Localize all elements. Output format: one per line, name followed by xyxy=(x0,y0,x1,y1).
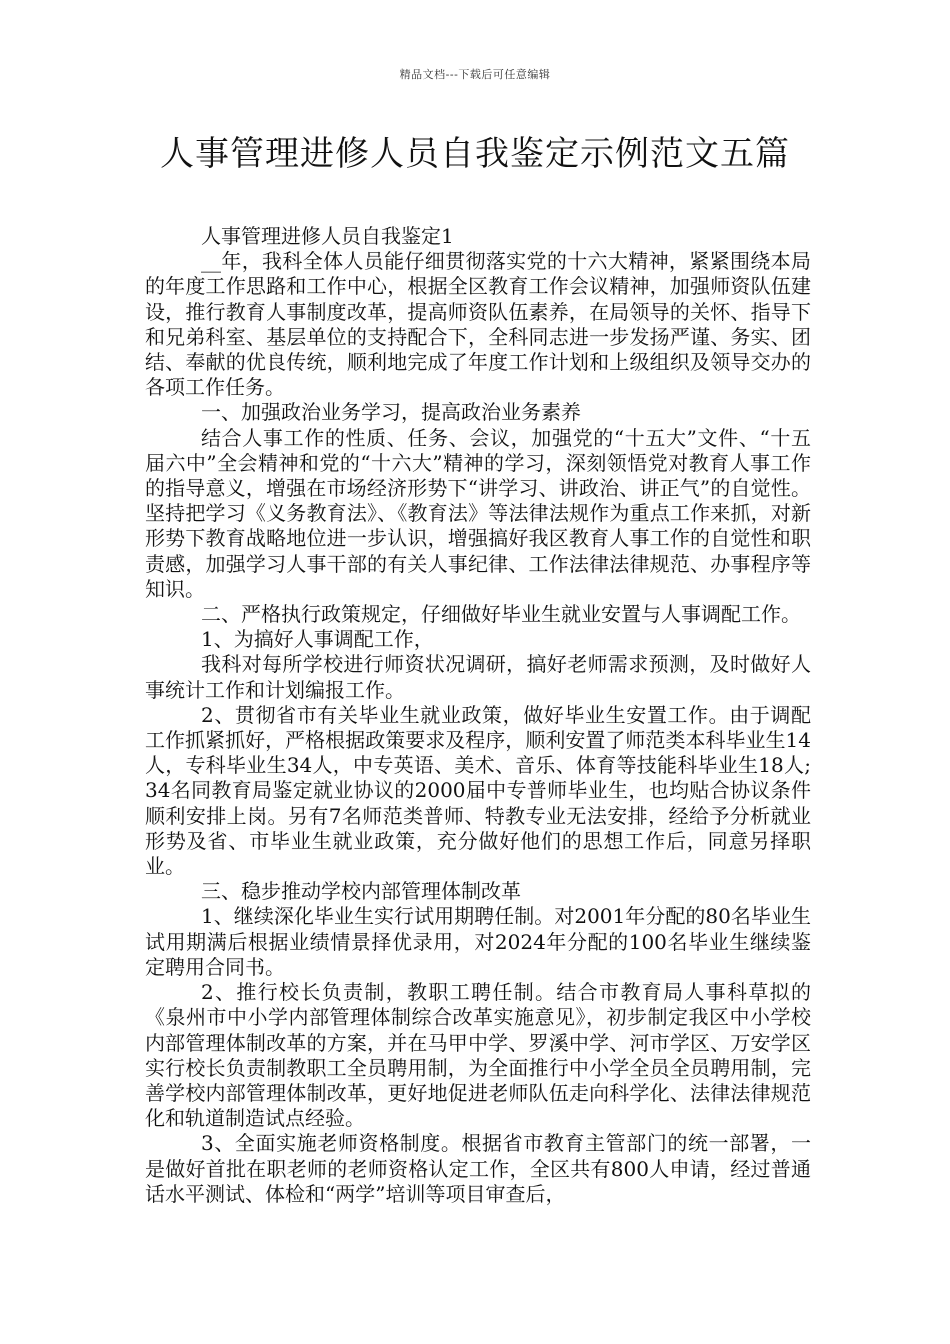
section-heading: 人事管理进修人员自我鉴定1 xyxy=(201,224,454,248)
paragraph: 1、继续深化毕业生实行试用期聘任制。对2001年分配的80名毕业生试用期满后根据业绩情景择优录用，对2024年分配的100名毕业生继续鉴定聘用合同书。 xyxy=(145,904,811,979)
paragraph: 2、推行校长负责制，教职工聘任制。结合市教育局人事科草拟的《泉州市中小学内部管理体制综合改革实施意见》，初步制定我区中小学校内部管理体制改革的方案，并在马甲中学、罗溪中学、河市学区、万安学区实行校长负责制教职工全员聘用制，为全面推行中小学全员全员聘用制，完善学校内部管理体制改革，更好地促进老师队伍走向科学化、法律法律规范化和轨道制造试点经验。 xyxy=(145,980,811,1131)
paragraph: __年，我科全体人员能仔细贯彻落实党的十六大精神，紧紧围绕本局的年度工作思路和工作中心，根据全区教育工作会议精神，加强师资队伍建设，推行教育人事制度改革，提高师资队伍素养，在局领导的关怀、指导下和兄弟科室、基层单位的支持配合下，全科同志进一步发扬严谨、务实、团结、奉献的优良传统，顺利地完成了年度工作计划和上级组织及领导交办的各项工作任务。 xyxy=(145,249,811,400)
paragraph: 3、全面实施老师资格制度。根据省市教育主管部门的统一部署，一是做好首批在职老师的老师资格认定工作，全区共有800人申请，经过普通话水平测试、体检和“两学”培训等项目审查后， xyxy=(145,1131,811,1206)
section-heading: 一、加强政治业务学习，提高政治业务素养 xyxy=(201,400,581,425)
paragraph: 我科对每所学校进行师资状况调研，搞好老师需求预测，及时做好人事统计工作和计划编报工作。 xyxy=(145,652,811,702)
document-title: 人事管理进修人员自我鉴定示例范文五篇 xyxy=(160,134,790,174)
paragraph: 1、为搞好人事调配工作， xyxy=(201,627,434,652)
paragraph: 2、贯彻省市有关毕业生就业政策，做好毕业生安置工作。由于调配工作抓紧抓好，严格根据政策要求及程序，顺利安置了师范类本科毕业生14人，专科毕业生34人，中专英语、美术、音乐、体育等技能科毕业生18人;34名同教育局鉴定就业协议的2000届中专普师毕业生，也均贴合协议条件顺利安排上岗。另有7名师范类普师、特教专业无法安排，经给予分析就业形势及省、市毕业生就业政策，充分做好他们的思想工作后，同意另择职业。 xyxy=(145,702,811,879)
header-note: 精品文档---下载后可任意编辑 xyxy=(399,68,551,81)
section-heading: 二、严格执行政策规定，仔细做好毕业生就业安置与人事调配工作。 xyxy=(201,602,801,627)
paragraph: 结合人事工作的性质、任务、会议，加强党的“十五大”文件、“十五届六中”全会精神和党的“十六大”精神的学习，深刻领悟党对教育人事工作的指导意义，增强在市场经济形势下“讲学习、讲政治、讲正气”的自觉性。坚持把学习《义务教育法》、《教育法》等法律法规作为重点工作来抓，对新形势下教育战略地位进一步认识，增强搞好我区教育人事工作的自觉性和职责感，加强学习人事干部的有关人事纪律、工作法律法律规范、办事程序等知识。 xyxy=(145,425,811,601)
section-heading: 三、稳步推动学校内部管理体制改革 xyxy=(201,879,521,904)
document-body xyxy=(145,224,811,1207)
